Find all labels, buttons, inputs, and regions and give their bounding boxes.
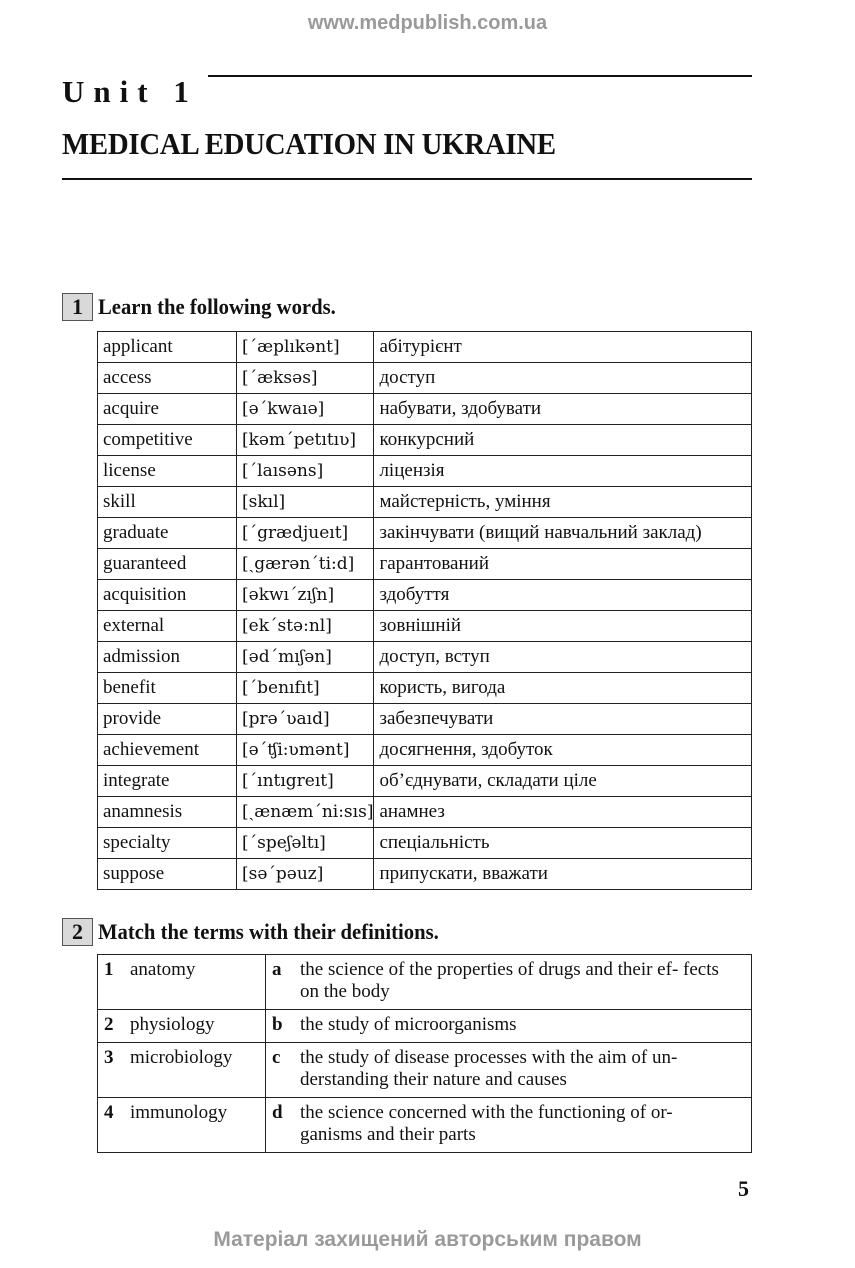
- term-text: immunology: [130, 1102, 228, 1123]
- header-url: www.medpublish.com.ua: [307, 12, 548, 34]
- vocab-word: anamnesis: [98, 797, 237, 828]
- vocab-row: [98, 425, 752, 456]
- exercise-2-number: 2: [62, 918, 93, 946]
- vocab-word: license: [98, 456, 237, 487]
- definition-text: the science concerned with the functioning of or- ganisms and their parts: [300, 1102, 673, 1145]
- vocab-word: applicant: [98, 332, 237, 363]
- vocab-row: [98, 394, 752, 425]
- vocab-translation: зовнішній: [374, 611, 752, 642]
- vocab-word: achievement: [98, 735, 237, 766]
- vocab-transcription: [əˊkwaıə]: [237, 394, 374, 425]
- vocab-word: competitive: [98, 425, 237, 456]
- unit-rule: [208, 75, 752, 77]
- match-row: [98, 955, 752, 1010]
- vocab-row: [98, 363, 752, 394]
- definition-letter: b: [272, 1014, 283, 1035]
- vocab-row: [98, 797, 752, 828]
- match-definition-cell: [266, 1010, 752, 1043]
- vocab-word: external: [98, 611, 237, 642]
- vocab-translation: анамнез: [374, 797, 752, 828]
- vocab-transcription: [ˊlaısəns]: [237, 456, 374, 487]
- vocab-word: guaranteed: [98, 549, 237, 580]
- definition-text: the study of disease processes with the aim of un- derstanding their nature and causes: [300, 1047, 678, 1090]
- vocab-row: [98, 456, 752, 487]
- vocab-transcription: [ˊbenıfıt]: [237, 673, 374, 704]
- vocab-transcription: [prəˊʋaıd]: [237, 704, 374, 735]
- vocab-word: specialty: [98, 828, 237, 859]
- title-rule: [62, 178, 752, 180]
- term-text: anatomy: [130, 959, 196, 980]
- vocab-transcription: [ədˊmıʃən]: [237, 642, 374, 673]
- definition-letter: a: [272, 959, 282, 980]
- vocab-row: [98, 518, 752, 549]
- vocab-translation: закінчувати (вищий навчальний заклад): [374, 518, 752, 549]
- vocab-word: admission: [98, 642, 237, 673]
- vocab-word: acquire: [98, 394, 237, 425]
- vocab-row: [98, 859, 752, 890]
- vocab-row: [98, 735, 752, 766]
- vocab-translation: ліцензія: [374, 456, 752, 487]
- vocab-row: [98, 611, 752, 642]
- vocabulary-table: [97, 331, 752, 890]
- vocab-translation: здобуття: [374, 580, 752, 611]
- match-term-cell: [98, 1098, 266, 1153]
- unit-title: MEDICAL EDUCATION IN UKRAINE: [62, 126, 556, 161]
- vocab-transcription: [ˊspeʃəltı]: [237, 828, 374, 859]
- vocab-row: [98, 642, 752, 673]
- vocab-word: suppose: [98, 859, 237, 890]
- vocab-translation: абітурієнт: [374, 332, 752, 363]
- vocab-translation: гарантований: [374, 549, 752, 580]
- definition-letter: c: [272, 1047, 281, 1068]
- match-definition-cell: [266, 1098, 752, 1153]
- vocab-transcription: [əˊʧi:ʋmənt]: [237, 735, 374, 766]
- vocab-translation: забезпечувати: [374, 704, 752, 735]
- term-number: 2: [104, 1014, 114, 1035]
- vocab-row: [98, 332, 752, 363]
- vocab-translation: конкурсний: [374, 425, 752, 456]
- vocab-row: [98, 580, 752, 611]
- vocab-row: [98, 704, 752, 735]
- vocab-row: [98, 766, 752, 797]
- unit-label: Unit 1: [62, 74, 198, 109]
- exercise-1-instruction: Learn the following words.: [98, 294, 336, 319]
- match-term-cell: [98, 1010, 266, 1043]
- vocab-transcription: [skıl]: [237, 487, 374, 518]
- vocab-translation: користь, вигода: [374, 673, 752, 704]
- match-row: [98, 1010, 752, 1043]
- unit-heading: [62, 72, 752, 112]
- vocab-translation: доступ: [374, 363, 752, 394]
- match-row: [98, 1043, 752, 1098]
- definition-text: the science of the properties of drugs and their ef- fects on the body: [300, 959, 719, 1002]
- vocab-translation: досягнення, здобуток: [374, 735, 752, 766]
- vocab-word: provide: [98, 704, 237, 735]
- vocab-transcription: [ˊæplıkənt]: [237, 332, 374, 363]
- vocab-transcription: [kəmˊpetıtıʋ]: [237, 425, 374, 456]
- vocab-row: [98, 673, 752, 704]
- vocab-translation: доступ, вступ: [374, 642, 752, 673]
- vocab-row: [98, 487, 752, 518]
- vocab-translation: припускати, вважати: [374, 859, 752, 890]
- match-row: [98, 1098, 752, 1153]
- vocab-word: integrate: [98, 766, 237, 797]
- vocab-transcription: [ˏgærənˊti:d]: [237, 549, 374, 580]
- exercise-2-instruction: Match the terms with their definitions.: [98, 919, 439, 944]
- vocab-translation: майстерність, уміння: [374, 487, 752, 518]
- vocab-word: access: [98, 363, 237, 394]
- definition-letter: d: [272, 1102, 283, 1123]
- vocab-transcription: [ˊıntıgreıt]: [237, 766, 374, 797]
- match-term-cell: [98, 955, 266, 1010]
- term-number: 4: [104, 1102, 114, 1123]
- exercise-1-number: 1: [62, 293, 93, 321]
- vocab-transcription: [ˏænæmˊni:sıs]: [237, 797, 374, 828]
- match-definition-cell: [266, 955, 752, 1010]
- vocab-row: [98, 549, 752, 580]
- vocab-translation: об’єднувати, складати ціле: [374, 766, 752, 797]
- vocab-transcription: [əkwıˊzıʃn]: [237, 580, 374, 611]
- vocab-translation: набувати, здобувати: [374, 394, 752, 425]
- matching-table: [97, 954, 752, 1153]
- vocab-word: benefit: [98, 673, 237, 704]
- definition-text: the study of microorganisms: [300, 1014, 517, 1035]
- term-number: 1: [104, 959, 114, 980]
- term-text: microbiology: [130, 1047, 233, 1068]
- vocab-word: graduate: [98, 518, 237, 549]
- page-number: 5: [738, 1176, 749, 1201]
- copyright-footer: Матеріал захищений авторським правом: [213, 1228, 642, 1251]
- vocab-transcription: [ˊæksəs]: [237, 363, 374, 394]
- term-text: physiology: [130, 1014, 215, 1035]
- vocab-word: acquisition: [98, 580, 237, 611]
- vocab-transcription: [səˊpəuz]: [237, 859, 374, 890]
- vocab-row: [98, 828, 752, 859]
- match-term-cell: [98, 1043, 266, 1098]
- vocab-transcription: [ˊgrædjueıt]: [237, 518, 374, 549]
- match-definition-cell: [266, 1043, 752, 1098]
- term-number: 3: [104, 1047, 114, 1068]
- vocab-word: skill: [98, 487, 237, 518]
- vocab-transcription: [ekˊstə:nl]: [237, 611, 374, 642]
- vocab-translation: спеціальність: [374, 828, 752, 859]
